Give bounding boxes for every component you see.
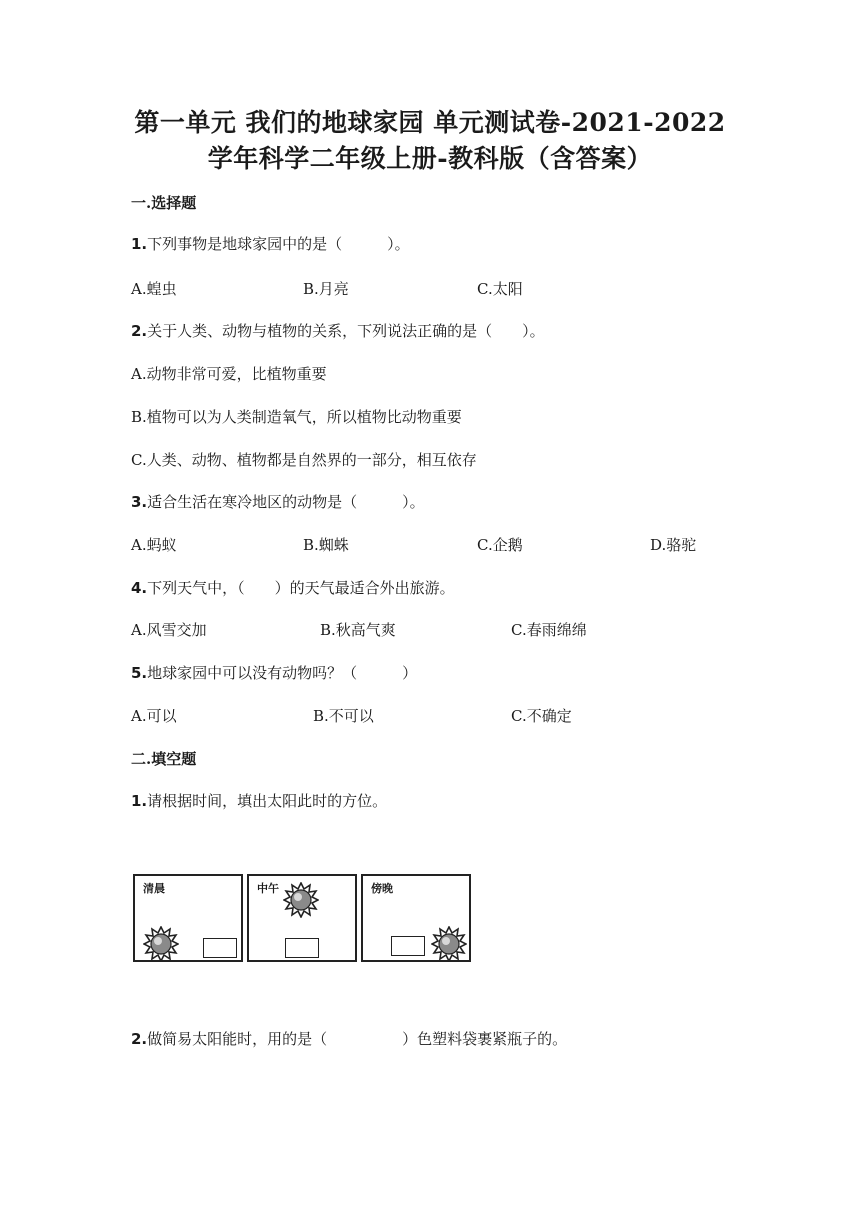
answer-box[interactable] <box>203 938 237 958</box>
question-number: 1. <box>131 792 148 810</box>
panel-morning <box>133 874 243 962</box>
question-number: 1. <box>131 235 148 253</box>
q2-option-a[interactable]: A.动物非常可爱，比植物重要 <box>131 365 327 383</box>
q4-option-a[interactable]: A.风雪交加 <box>131 621 207 639</box>
sun-icon <box>283 882 319 918</box>
q3-option-b[interactable]: B.蜘蛛 <box>303 536 349 554</box>
sun-icon <box>143 926 179 962</box>
question-text: 下列天气中，（ ）的天气最适合外出旅游。 <box>147 579 455 597</box>
question-text: 请根据时间，填出太阳此时的方位。 <box>147 792 388 810</box>
question-number: 5. <box>131 664 148 682</box>
panel-noon <box>247 874 357 962</box>
answer-box[interactable] <box>391 936 425 956</box>
q5-option-a[interactable]: A.可以 <box>131 707 177 725</box>
panel-label: 傍晚 <box>371 882 393 895</box>
question-text: 适合生活在寒冷地区的动物是（ ）。 <box>147 493 425 511</box>
question-text: 下列事物是地球家园中的是（ ）。 <box>147 235 410 253</box>
section-heading-multiple-choice: 一.选择题 <box>131 194 197 212</box>
document-title-line-2: 学年科学二年级上册-教科版（含答案） <box>207 144 653 173</box>
fill-question-1 <box>131 790 387 812</box>
q3-option-a[interactable]: A.蚂蚁 <box>131 536 177 554</box>
q5-option-c[interactable]: C.不确定 <box>511 707 572 725</box>
question-number: 2. <box>131 322 148 340</box>
panel-label: 清晨 <box>143 882 165 895</box>
panel-label: 中午 <box>257 882 279 895</box>
sun-icon <box>431 926 467 962</box>
question-number: 2. <box>131 1030 148 1048</box>
q2-option-c[interactable]: C.人类、动物、植物都是自然界的一部分，相互依存 <box>131 451 477 469</box>
answer-box[interactable] <box>285 938 319 958</box>
question-1 <box>131 233 410 255</box>
q5-option-b[interactable]: B.不可以 <box>313 707 374 725</box>
question-text: 做简易太阳能时，用的是（ ）色塑料袋裹紧瓶子的。 <box>147 1030 568 1048</box>
q1-option-c[interactable]: C.太阳 <box>477 280 523 298</box>
panel-evening <box>361 874 471 962</box>
document-title-line-1: 第一单元 我们的地球家园 单元测试卷-2021-2022 <box>134 108 726 137</box>
fill-question-2 <box>131 1028 567 1050</box>
q4-option-b[interactable]: B.秋高气爽 <box>320 621 396 639</box>
q3-option-c[interactable]: C.企鹅 <box>477 536 523 554</box>
q1-option-a[interactable]: A.蝗虫 <box>131 280 177 298</box>
q1-option-b[interactable]: B.月亮 <box>303 280 349 298</box>
q3-option-d[interactable]: D.骆驼 <box>650 536 697 554</box>
question-2 <box>131 320 545 342</box>
question-text: 关于人类、动物与植物的关系，下列说法正确的是（ ）。 <box>147 322 545 340</box>
question-number: 3. <box>131 493 148 511</box>
sun-position-diagram <box>133 874 473 966</box>
question-4 <box>131 577 455 599</box>
question-number: 4. <box>131 579 148 597</box>
section-heading-fill-in: 二.填空题 <box>131 750 197 768</box>
q4-option-c[interactable]: C.春雨绵绵 <box>511 621 587 639</box>
question-text: 地球家园中可以没有动物吗？（ ） <box>147 664 418 682</box>
question-5 <box>131 662 417 684</box>
q2-option-b[interactable]: B.植物可以为人类制造氧气，所以植物比动物重要 <box>131 408 462 426</box>
question-3 <box>131 491 425 513</box>
